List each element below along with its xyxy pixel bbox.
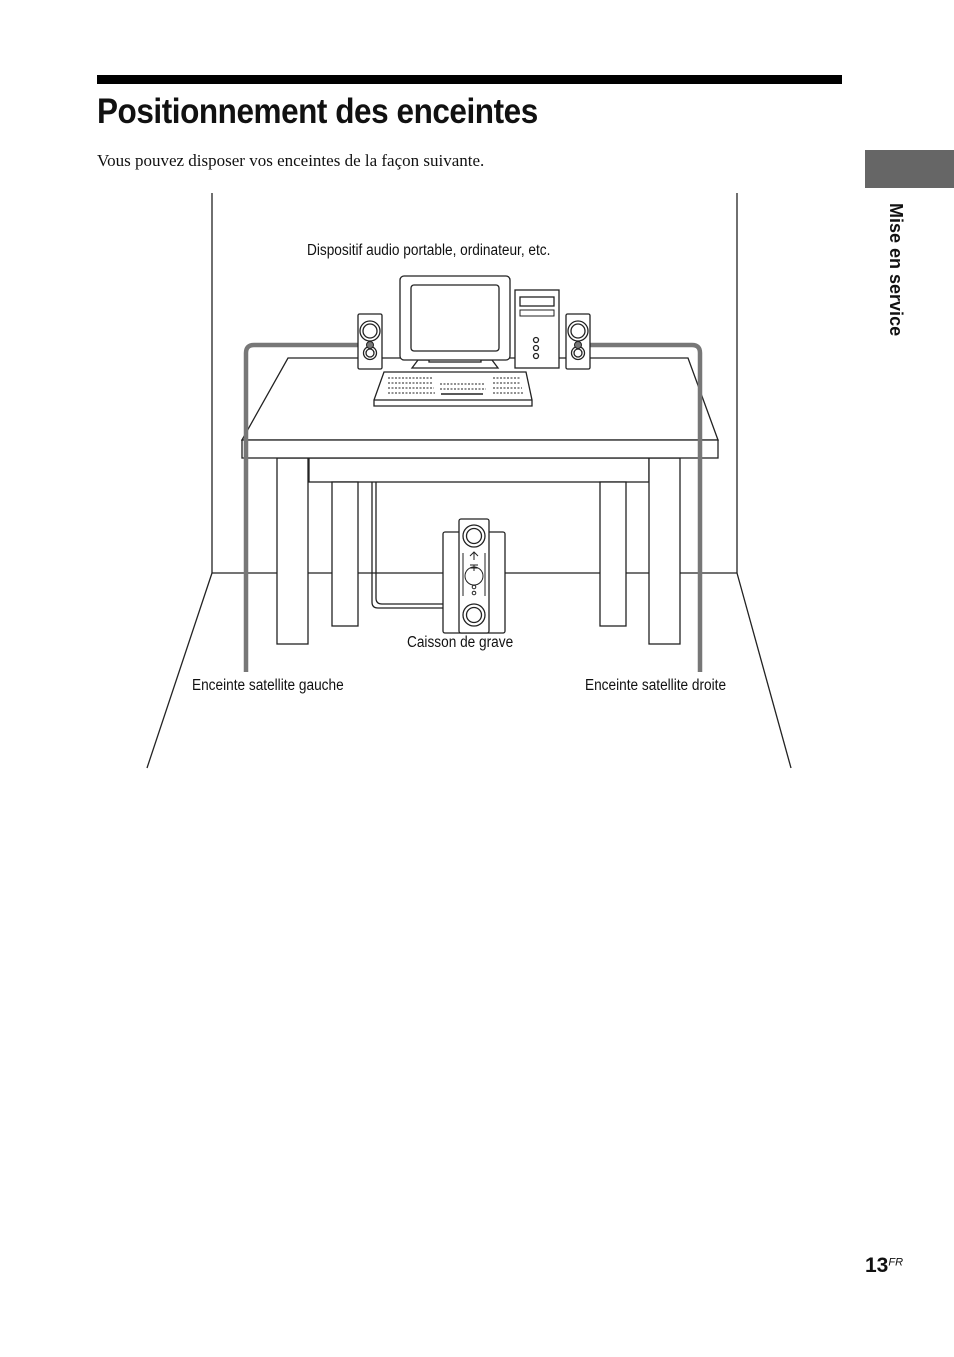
left-satellite-label: Enceinte satellite gauche (192, 677, 344, 694)
page-language-code: FR (888, 1256, 904, 1269)
right-satellite-label: Enceinte satellite droite (585, 677, 727, 694)
page-number (865, 1254, 903, 1278)
subwoofer-cable (372, 482, 447, 608)
keyboard (374, 372, 532, 406)
monitor (400, 276, 510, 368)
audio-source-label: Dispositif audio portable, ordinateur, etc. (307, 242, 551, 259)
subwoofer-label: Caisson de grave (407, 634, 514, 651)
computer-tower (515, 290, 559, 368)
page-number-value: 13 (865, 1254, 889, 1277)
page-title: Positionnement des enceintes (97, 92, 538, 131)
subwoofer-graphic (443, 519, 505, 633)
intro-text: Vous pouvez disposer vos enceintes de la façon suivante. (97, 151, 485, 170)
section-tab-label: Mise en service (886, 203, 906, 337)
